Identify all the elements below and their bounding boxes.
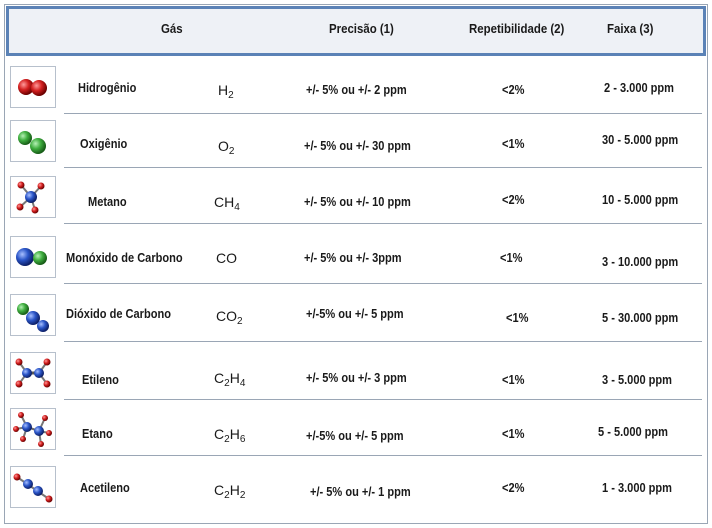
ethane-molecule-icon [10, 408, 56, 450]
gas-name: Acetileno [80, 480, 130, 495]
range-value: 2 - 3.000 ppm [604, 80, 675, 95]
ethylene-molecule-icon [10, 352, 56, 394]
row-divider [64, 167, 702, 168]
repeatability-value: <1% [506, 310, 529, 325]
gas-formula: $O_2$ [218, 138, 235, 157]
row-divider [64, 283, 702, 284]
gas-formula: $C_2H_6$ [214, 426, 246, 445]
repeatability-value: <1% [502, 136, 525, 151]
row-divider [64, 341, 702, 342]
row-divider [64, 223, 702, 224]
range-value: 1 - 3.000 ppm [602, 480, 673, 495]
header-gas: Gás [161, 21, 183, 36]
row-divider [64, 399, 702, 400]
table-row [6, 288, 706, 342]
precision-value: +/-5% ou +/- 5 ppm [306, 306, 404, 321]
repeatability-value: <2% [502, 480, 525, 495]
table-row [6, 114, 706, 168]
repeatability-value: <1% [502, 426, 525, 441]
precision-value: +/- 5% ou +/- 30 ppm [304, 138, 411, 153]
gas-name: Etileno [82, 372, 119, 387]
range-value: 5 - 5.000 ppm [598, 424, 669, 439]
gas-name: Monóxido de Carbono [66, 250, 183, 265]
precision-value: +/- 5% ou +/- 3ppm [304, 250, 402, 265]
gas-formula: CO [216, 250, 237, 266]
gas-name: Dióxido de Carbono [66, 306, 171, 321]
precision-value: +/- 5% ou +/- 10 ppm [304, 194, 411, 209]
header-repeatability: Repetibilidade (2) [469, 21, 565, 36]
range-value: 3 - 5.000 ppm [602, 372, 673, 387]
row-divider [64, 455, 702, 456]
repeatability-value: <2% [502, 192, 525, 207]
range-value: 3 - 10.000 ppm [602, 254, 679, 269]
methane-molecule-icon [10, 176, 56, 218]
table-header [6, 6, 706, 56]
header-range: Faixa (3) [607, 21, 654, 36]
repeatability-value: <2% [502, 82, 525, 97]
gas-name: Metano [88, 194, 127, 209]
gas-formula: $CO_2$ [216, 308, 243, 327]
range-value: 30 - 5.000 ppm [602, 132, 679, 147]
header-precision: Precisão (1) [329, 21, 394, 36]
gas-name: Hidrogênio [78, 80, 137, 95]
range-value: 10 - 5.000 ppm [602, 192, 679, 207]
carbon-dioxide-molecule-icon [10, 294, 56, 336]
precision-value: +/- 5% ou +/- 2 ppm [306, 82, 407, 97]
repeatability-value: <1% [502, 372, 525, 387]
gas-formula: $CH_4$ [214, 194, 240, 213]
gas-name: Oxigênio [80, 136, 128, 151]
gas-formula: $C_2H_2$ [214, 482, 246, 501]
precision-value: +/- 5% ou +/- 3 ppm [306, 370, 407, 385]
precision-value: +/- 5% ou +/- 1 ppm [310, 484, 411, 499]
oxygen-molecule-icon [10, 120, 56, 162]
range-value: 5 - 30.000 ppm [602, 310, 679, 325]
gas-formula: $C_2H_4$ [214, 370, 246, 389]
table-row [6, 170, 706, 224]
table-row [6, 346, 706, 400]
repeatability-value: <1% [500, 250, 523, 265]
table-row [6, 402, 706, 456]
table-row [6, 60, 706, 114]
table-row [6, 460, 706, 516]
carbon-monoxide-molecule-icon [10, 236, 56, 278]
acetylene-molecule-icon [10, 466, 56, 508]
precision-value: +/-5% ou +/- 5 ppm [306, 428, 404, 443]
hydrogen-molecule-icon [10, 66, 56, 108]
gas-formula: $H_2$ [218, 82, 234, 101]
table-row [6, 230, 706, 284]
gas-name: Etano [82, 426, 113, 441]
